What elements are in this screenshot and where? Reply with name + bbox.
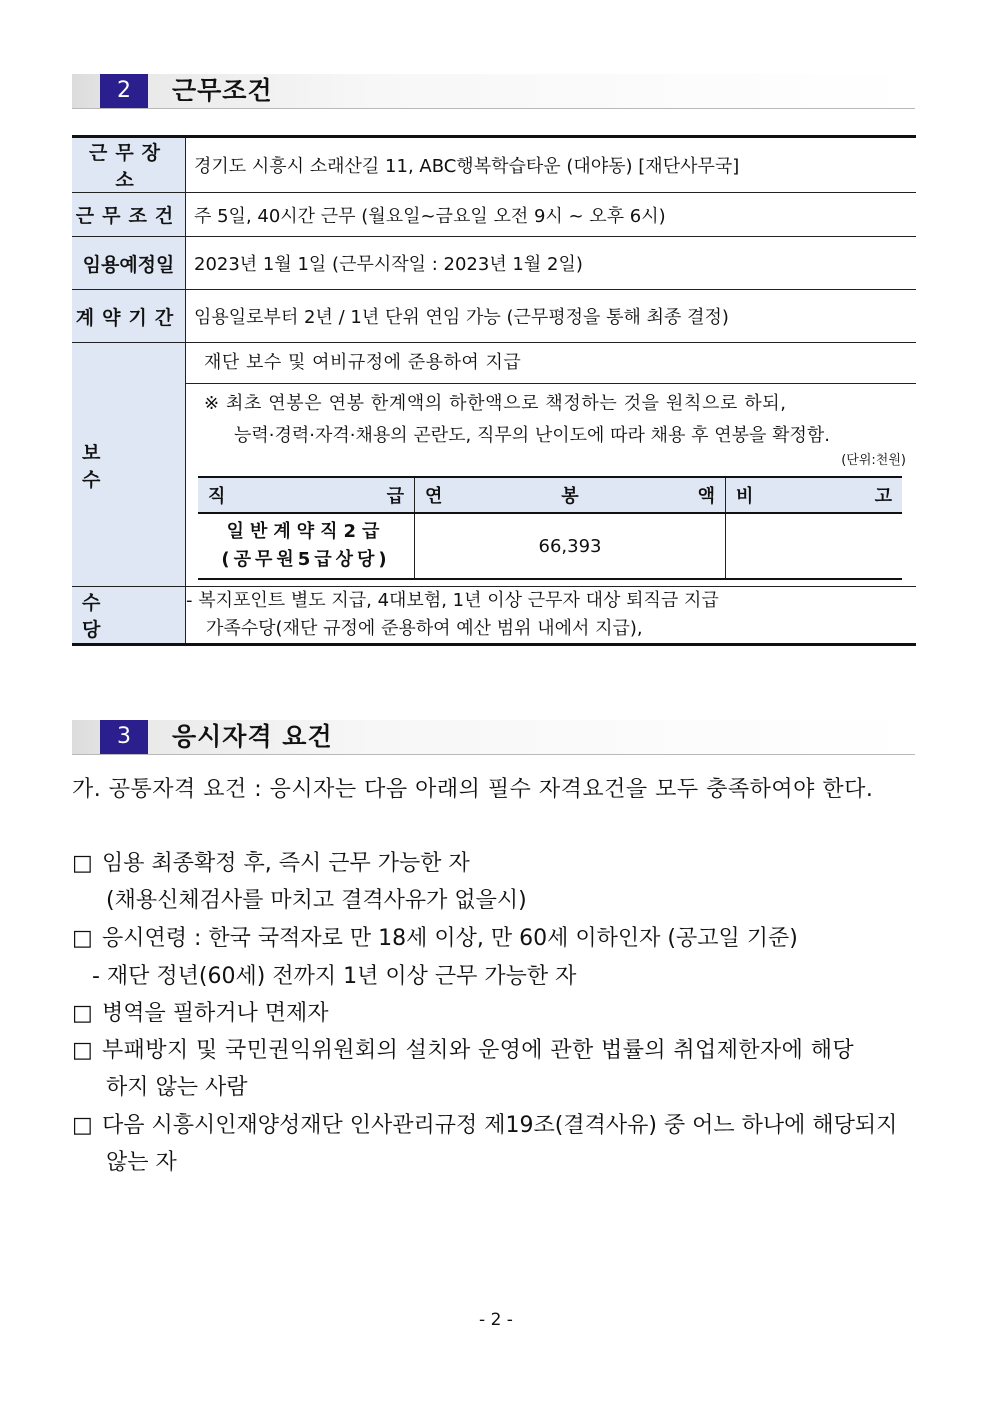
- requirement-item: [72, 995, 922, 1032]
- section-2-header: [72, 74, 915, 110]
- pay-note-line: ※ 최초 연봉은 연봉 한계액의 하한액으로 책정하는 것을 원칙으로 하되,: [204, 393, 787, 414]
- section-3-header: [72, 720, 915, 756]
- requirement-text: 응시연령 : 한국 국적자로 만 18세 이상, 만 60세 이하인자 (공고일 기준): [102, 926, 798, 951]
- note-cell: [726, 513, 903, 579]
- requirement-item: [72, 1107, 922, 1181]
- checkbox-icon: □: [72, 1038, 93, 1063]
- row-label-text: 계약기간: [75, 306, 182, 329]
- requirement-item: [72, 845, 922, 919]
- pay-note-line: 능력·경력·자격·채용의 곤란도, 직무의 난이도에 따라 채용 후 연봉을 확정함.: [234, 425, 831, 446]
- allowance-row: [72, 587, 916, 645]
- grade-line: 일반계약직2급: [226, 521, 386, 542]
- header-char: 직: [208, 486, 226, 507]
- requirement-text: 병역을 필하거나 면제자: [102, 1001, 329, 1026]
- checkbox-icon: □: [72, 1113, 93, 1138]
- row-label-text: 임용예정일: [82, 253, 175, 276]
- requirement-continuation: 하지 않는 사람: [106, 1075, 248, 1100]
- pay-label-wrap: [72, 438, 185, 492]
- table-row: [72, 290, 916, 343]
- pay-label-text: 보수: [82, 441, 163, 491]
- header-salary: [415, 477, 726, 513]
- requirement-item: [72, 920, 922, 957]
- common-requirements: 가. 공통자격 요건 : 응시자는 다음 아래의 필수 자격요건을 모두 충족하여야 한다.: [72, 777, 874, 802]
- header-char: 봉: [561, 486, 579, 507]
- header-char: 비: [736, 486, 754, 507]
- allowance-label-wrap: [72, 588, 185, 642]
- header-grade: [198, 477, 415, 513]
- section-title: 응시자격 요건: [172, 722, 333, 751]
- requirement-continuation: 않는 자: [106, 1150, 177, 1175]
- section-title: 근무조건: [172, 76, 273, 105]
- salary-cell: 66,393: [415, 513, 726, 579]
- salary-header-row: [198, 477, 902, 513]
- allowance-line: - 복지포인트 별도 지급, 4대보험, 1년 이상 근무자 대상 퇴직금 지급: [186, 590, 719, 611]
- spaced-label: [72, 138, 185, 192]
- requirement-text: 임용 최종확정 후, 즉시 근무 가능한 자: [102, 851, 470, 876]
- header-spread: [415, 482, 725, 508]
- requirement-item: [72, 1032, 922, 1106]
- allowance-label: [72, 587, 186, 645]
- requirement-text: 다음 시흥시인재양성재단 인사관리규정 제19조(결격사유) 중 어느 하나에 해당되지: [102, 1113, 898, 1138]
- table-row: [72, 237, 916, 290]
- row-label: [72, 290, 186, 343]
- section-number-badge: 3: [100, 720, 148, 754]
- pay-row: [72, 343, 916, 587]
- row-label: [72, 137, 186, 193]
- requirement-continuation: (채용신체검사를 마치고 결격사유가 없을시): [106, 888, 527, 913]
- row-value: 주 5일, 40시간 근무 (월요일~금요일 오전 9시 ~ 오후 6시): [186, 193, 917, 237]
- row-label-text: 근무장소: [88, 142, 169, 191]
- allowance-cell: [186, 587, 917, 645]
- allowance-line: 가족수당(재단 규정에 준용하여 예산 범위 내에서 지급),: [206, 618, 643, 639]
- row-value: 2023년 1월 1일 (근무시작일 : 2023년 1월 2일): [186, 237, 917, 290]
- header-char: 급: [386, 486, 404, 507]
- row-label: [72, 193, 186, 237]
- pay-note: [186, 384, 916, 452]
- checkbox-icon: □: [72, 851, 93, 876]
- salary-table: [198, 476, 902, 580]
- page-number: - 2 -: [479, 1310, 513, 1330]
- header-spread: [726, 482, 902, 508]
- pay-label: [72, 343, 186, 587]
- requirement-subitem: - 재단 정년(60세) 전까지 1년 이상 근무 가능한 자: [92, 964, 577, 989]
- allowance-label-text: 수당: [82, 592, 163, 641]
- grade-cell: [198, 513, 415, 579]
- unit-label: (단위:천원): [841, 453, 906, 468]
- salary-row: [198, 513, 902, 579]
- table-row: [72, 137, 916, 193]
- pay-description: 재단 보수 및 여비규정에 준용하여 지급: [186, 343, 916, 384]
- header-char: 연: [425, 486, 443, 507]
- section-number-badge: 2: [100, 74, 148, 108]
- row-value: 경기도 시흥시 소래산길 11, ABC행복학습타운 (대야동) [재단사무국]: [186, 137, 917, 193]
- header-note: [726, 477, 903, 513]
- header-char: 액: [697, 486, 715, 507]
- row-label-text: 근무조건: [75, 205, 182, 227]
- row-label: [72, 237, 186, 290]
- checkbox-icon: □: [72, 926, 93, 951]
- table-row: [72, 193, 916, 237]
- grade-line: (공무원5급상당): [221, 549, 391, 570]
- row-value: 임용일로부터 2년 / 1년 단위 연임 가능 (근무평정을 통해 최종 결정): [186, 290, 917, 343]
- header-spread: [198, 482, 414, 508]
- header-char: 고: [874, 486, 892, 507]
- work-conditions-table: [72, 135, 916, 646]
- pay-cell: [186, 343, 917, 587]
- requirement-text: 부패방지 및 국민권익위원회의 설치와 운영에 관한 법률의 취업제한자에 해당: [102, 1038, 855, 1063]
- checkbox-icon: □: [72, 1001, 93, 1026]
